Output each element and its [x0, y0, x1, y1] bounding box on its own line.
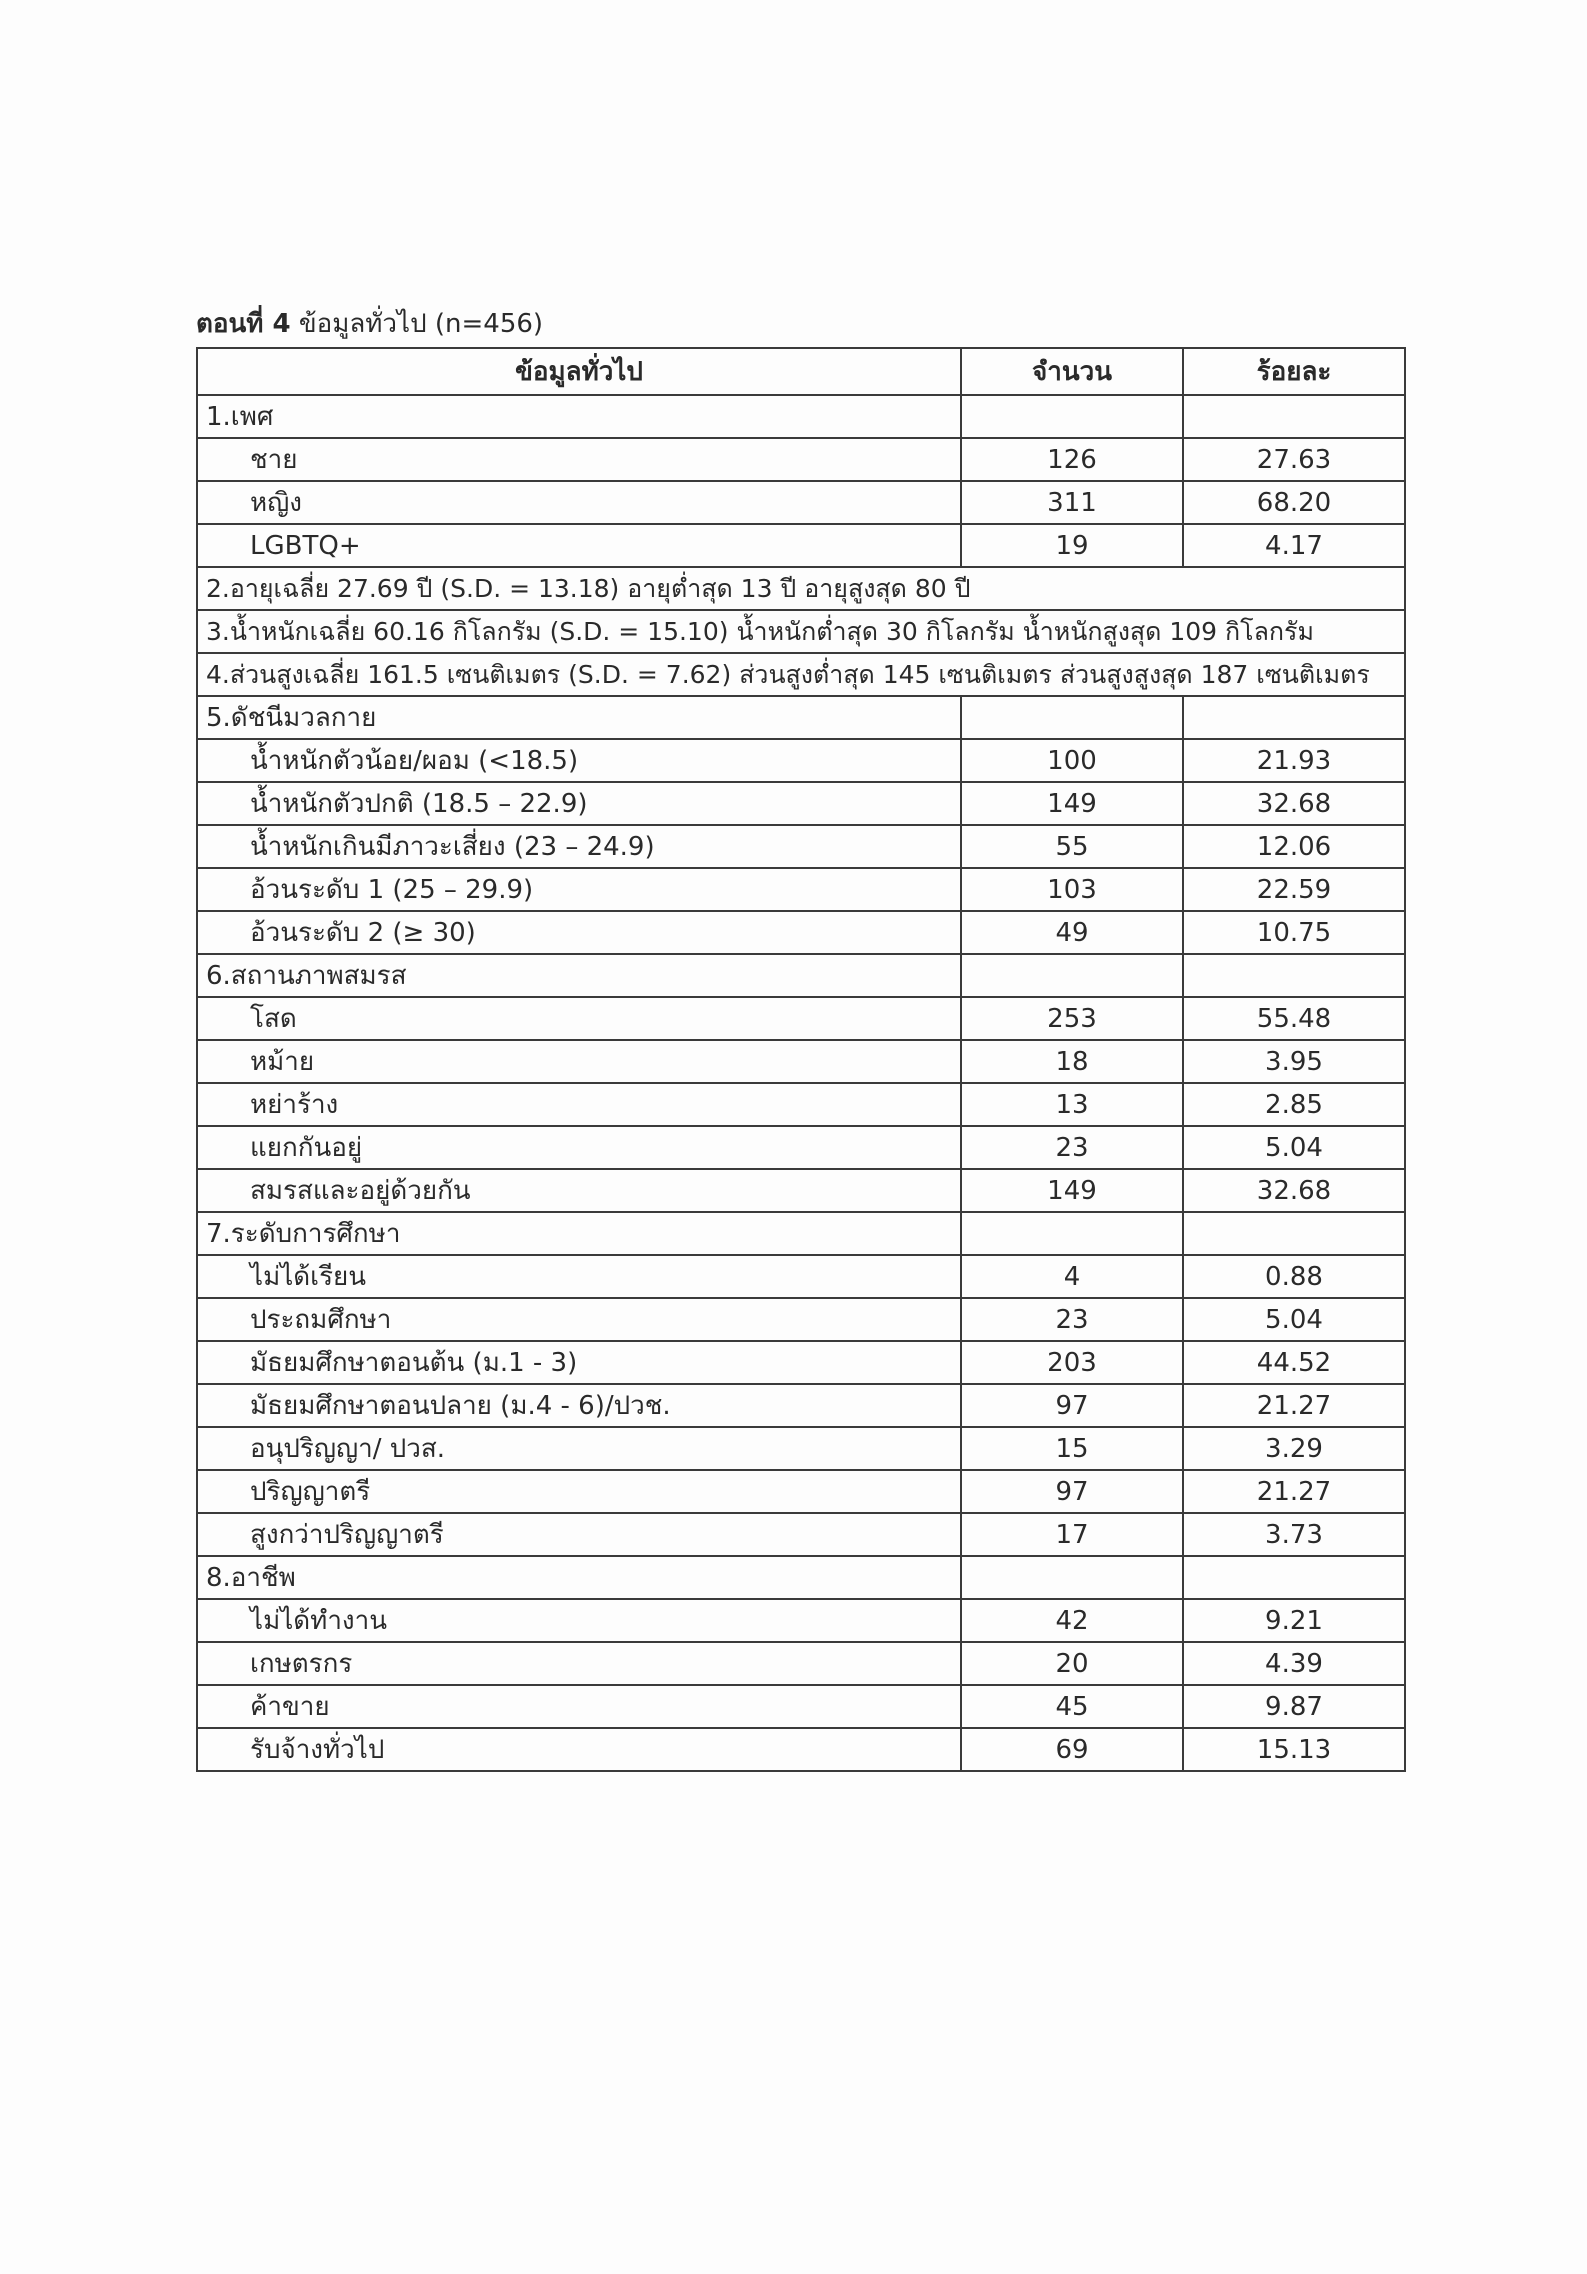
summary-row: [197, 567, 1405, 610]
header-general-info: ข้อมูลทั่วไป: [197, 348, 961, 395]
summary-text: 3.น้ำหนักเฉลี่ย 60.16 กิโลกรัม (S.D. = 15.10) น้ำหนักต่ำสุด 30 กิโลกรัม น้ำหนักสูงสุด 109 กิโลกรัม: [197, 610, 1405, 653]
percent-cell: 10.75: [1183, 911, 1405, 954]
item-label: หญิง: [197, 481, 961, 524]
percent-cell: 4.39: [1183, 1642, 1405, 1685]
percent-cell: 5.04: [1183, 1126, 1405, 1169]
section-label: 5.ดัชนีมวลกาย: [197, 696, 961, 739]
percent-cell: [1183, 696, 1405, 739]
section-label: 7.ระดับการศึกษา: [197, 1212, 961, 1255]
percent-cell: [1183, 395, 1405, 438]
table-row: [197, 1341, 1405, 1384]
count-cell: 17: [961, 1513, 1183, 1556]
table-row: [197, 1040, 1405, 1083]
item-label: หม้าย: [197, 1040, 961, 1083]
table-row: [197, 438, 1405, 481]
caption-text: ข้อมูลทั่วไป (n=456): [298, 309, 544, 339]
count-cell: [961, 1556, 1183, 1599]
percent-cell: 21.27: [1183, 1470, 1405, 1513]
count-cell: 149: [961, 782, 1183, 825]
table-caption: [196, 306, 543, 342]
item-label: ค้าขาย: [197, 1685, 961, 1728]
table-body: [197, 395, 1405, 1771]
percent-cell: 32.68: [1183, 782, 1405, 825]
summary-text: 4.ส่วนสูงเฉลี่ย 161.5 เซนติเมตร (S.D. = 7.62) ส่วนสูงต่ำสุด 145 เซนติเมตร ส่วนสูงสูงสุด 187 เซนติเมตร: [197, 653, 1405, 696]
header-count: จำนวน: [961, 348, 1183, 395]
count-cell: 18: [961, 1040, 1183, 1083]
item-label: สมรสและอยู่ด้วยกัน: [197, 1169, 961, 1212]
item-label: ไม่ได้ทำงาน: [197, 1599, 961, 1642]
table-row: [197, 782, 1405, 825]
count-cell: 20: [961, 1642, 1183, 1685]
item-label: รับจ้างทั่วไป: [197, 1728, 961, 1771]
item-label: อ้วนระดับ 2 (≥ 30): [197, 911, 961, 954]
table-row: [197, 1255, 1405, 1298]
general-info-table: [196, 347, 1406, 1772]
count-cell: 13: [961, 1083, 1183, 1126]
percent-cell: 3.29: [1183, 1427, 1405, 1470]
item-label: ไม่ได้เรียน: [197, 1255, 961, 1298]
percent-cell: [1183, 1212, 1405, 1255]
percent-cell: [1183, 954, 1405, 997]
percent-cell: 21.27: [1183, 1384, 1405, 1427]
item-label: น้ำหนักตัวน้อย/ผอม (<18.5): [197, 739, 961, 782]
item-label: มัธยมศึกษาตอนต้น (ม.1 - 3): [197, 1341, 961, 1384]
count-cell: 23: [961, 1126, 1183, 1169]
table-row: [197, 1427, 1405, 1470]
section-label: 1.เพศ: [197, 395, 961, 438]
item-label: น้ำหนักตัวปกติ (18.5 – 22.9): [197, 782, 961, 825]
caption-part-label: ตอนที่ 4: [196, 309, 291, 339]
percent-cell: 0.88: [1183, 1255, 1405, 1298]
item-label: มัธยมศึกษาตอนปลาย (ม.4 - 6)/ปวช.: [197, 1384, 961, 1427]
percent-cell: 5.04: [1183, 1298, 1405, 1341]
item-label: โสด: [197, 997, 961, 1040]
section-label: 6.สถานภาพสมรส: [197, 954, 961, 997]
percent-cell: 3.95: [1183, 1040, 1405, 1083]
count-cell: 19: [961, 524, 1183, 567]
section-row: [197, 954, 1405, 997]
count-cell: [961, 1212, 1183, 1255]
percent-cell: 68.20: [1183, 481, 1405, 524]
percent-cell: 32.68: [1183, 1169, 1405, 1212]
count-cell: 126: [961, 438, 1183, 481]
summary-text: 2.อายุเฉลี่ย 27.69 ปี (S.D. = 13.18) อายุต่ำสุด 13 ปี อายุสูงสุด 80 ปี: [197, 567, 1405, 610]
percent-cell: 9.87: [1183, 1685, 1405, 1728]
percent-cell: 21.93: [1183, 739, 1405, 782]
percent-cell: 44.52: [1183, 1341, 1405, 1384]
count-cell: 203: [961, 1341, 1183, 1384]
percent-cell: [1183, 1556, 1405, 1599]
percent-cell: 27.63: [1183, 438, 1405, 481]
table-row: [197, 1513, 1405, 1556]
count-cell: 45: [961, 1685, 1183, 1728]
section-row: [197, 395, 1405, 438]
section-row: [197, 1556, 1405, 1599]
table-row: [197, 739, 1405, 782]
count-cell: 97: [961, 1384, 1183, 1427]
count-cell: 4: [961, 1255, 1183, 1298]
item-label: ประถมศึกษา: [197, 1298, 961, 1341]
item-label: สูงกว่าปริญญาตรี: [197, 1513, 961, 1556]
count-cell: 100: [961, 739, 1183, 782]
table-row: [197, 1384, 1405, 1427]
item-label: อ้วนระดับ 1 (25 – 29.9): [197, 868, 961, 911]
count-cell: 311: [961, 481, 1183, 524]
table-header-row: [197, 348, 1405, 395]
item-label: น้ำหนักเกินมีภาวะเสี่ยง (23 – 24.9): [197, 825, 961, 868]
section-label: 8.อาชีพ: [197, 1556, 961, 1599]
table-row: [197, 825, 1405, 868]
item-label: แยกกันอยู่: [197, 1126, 961, 1169]
section-row: [197, 696, 1405, 739]
count-cell: 42: [961, 1599, 1183, 1642]
count-cell: [961, 696, 1183, 739]
item-label: ชาย: [197, 438, 961, 481]
count-cell: 55: [961, 825, 1183, 868]
table-row: [197, 1470, 1405, 1513]
table-row: [197, 1642, 1405, 1685]
count-cell: 15: [961, 1427, 1183, 1470]
summary-row: [197, 610, 1405, 653]
item-label: อนุปริญญา/ ปวส.: [197, 1427, 961, 1470]
table-row: [197, 1298, 1405, 1341]
count-cell: [961, 954, 1183, 997]
table-row: [197, 1169, 1405, 1212]
percent-cell: 2.85: [1183, 1083, 1405, 1126]
item-label: เกษตรกร: [197, 1642, 961, 1685]
table-row: [197, 997, 1405, 1040]
count-cell: 103: [961, 868, 1183, 911]
item-label: ปริญญาตรี: [197, 1470, 961, 1513]
percent-cell: 55.48: [1183, 997, 1405, 1040]
table-row: [197, 1599, 1405, 1642]
percent-cell: 22.59: [1183, 868, 1405, 911]
percent-cell: 12.06: [1183, 825, 1405, 868]
table-row: [197, 1083, 1405, 1126]
table-row: [197, 481, 1405, 524]
count-cell: [961, 395, 1183, 438]
count-cell: 149: [961, 1169, 1183, 1212]
table-row: [197, 911, 1405, 954]
item-label: LGBTQ+: [197, 524, 961, 567]
count-cell: 97: [961, 1470, 1183, 1513]
table-row: [197, 1685, 1405, 1728]
table-row: [197, 1126, 1405, 1169]
percent-cell: 4.17: [1183, 524, 1405, 567]
count-cell: 69: [961, 1728, 1183, 1771]
item-label: หย่าร้าง: [197, 1083, 961, 1126]
summary-row: [197, 653, 1405, 696]
header-percent: ร้อยละ: [1183, 348, 1405, 395]
table-row: [197, 1728, 1405, 1771]
percent-cell: 3.73: [1183, 1513, 1405, 1556]
table-row: [197, 524, 1405, 567]
table-row: [197, 868, 1405, 911]
section-row: [197, 1212, 1405, 1255]
percent-cell: 15.13: [1183, 1728, 1405, 1771]
count-cell: 23: [961, 1298, 1183, 1341]
count-cell: 49: [961, 911, 1183, 954]
count-cell: 253: [961, 997, 1183, 1040]
percent-cell: 9.21: [1183, 1599, 1405, 1642]
